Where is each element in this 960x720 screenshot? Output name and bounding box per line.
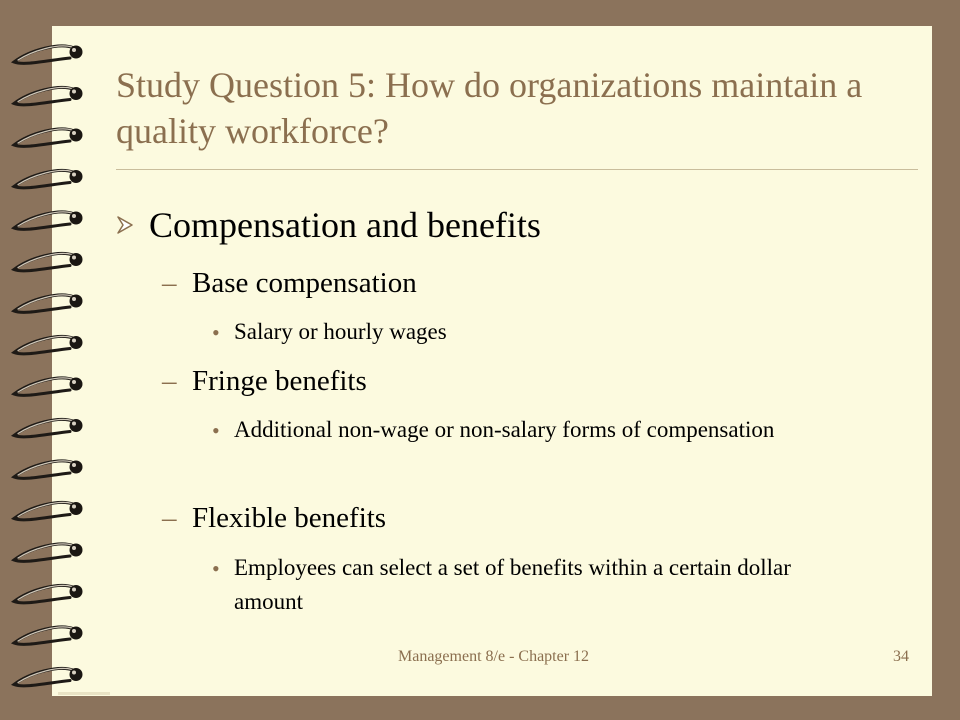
dash-marker: – xyxy=(162,365,177,397)
detail-fringe: Additional non-wage or non-salary forms of compensation xyxy=(234,417,775,442)
detail-salary: Salary or hourly wages xyxy=(234,319,447,344)
title-divider xyxy=(116,169,918,170)
spiral-ring xyxy=(14,419,83,437)
page-number: 34 xyxy=(893,648,909,665)
spiral-ring xyxy=(14,336,83,354)
spiral-ring xyxy=(14,46,83,64)
spiral-ring xyxy=(14,502,83,520)
footer-chapter: Management 8/e - Chapter 12 xyxy=(398,648,590,665)
spiral-ring xyxy=(14,544,83,562)
dot-marker: • xyxy=(212,556,220,581)
arrow-bullet-icon xyxy=(116,216,134,234)
sub-bullet-flexible-benefits: Flexible benefits xyxy=(192,502,387,534)
dash-marker: – xyxy=(162,502,177,534)
spiral-ring xyxy=(14,627,83,645)
spiral-ring xyxy=(14,170,83,188)
spiral-binding-icon xyxy=(0,0,110,720)
spiral-ring xyxy=(14,378,83,396)
dot-marker: • xyxy=(212,320,220,345)
spiral-ring xyxy=(14,585,83,603)
spiral-ring xyxy=(14,87,83,105)
spiral-ring xyxy=(14,295,83,313)
sub-bullet-fringe-benefits: Fringe benefits xyxy=(192,365,367,397)
slide-title: Study Question 5: How do organizations maintain a quality workforce? xyxy=(116,65,863,151)
dot-marker: • xyxy=(212,418,220,443)
spiral-ring xyxy=(14,212,83,230)
main-bullet-text: Compensation and benefits xyxy=(149,205,541,245)
detail-flexible: Employees can select a set of benefits within a certain dollar amount xyxy=(234,555,791,614)
sub-bullet-base-compensation: Base compensation xyxy=(192,267,417,299)
spiral-ring xyxy=(14,668,83,686)
spiral-ring xyxy=(14,129,83,147)
spiral-ring xyxy=(14,461,83,479)
spiral-ring xyxy=(14,253,83,271)
dash-marker: – xyxy=(162,267,177,299)
